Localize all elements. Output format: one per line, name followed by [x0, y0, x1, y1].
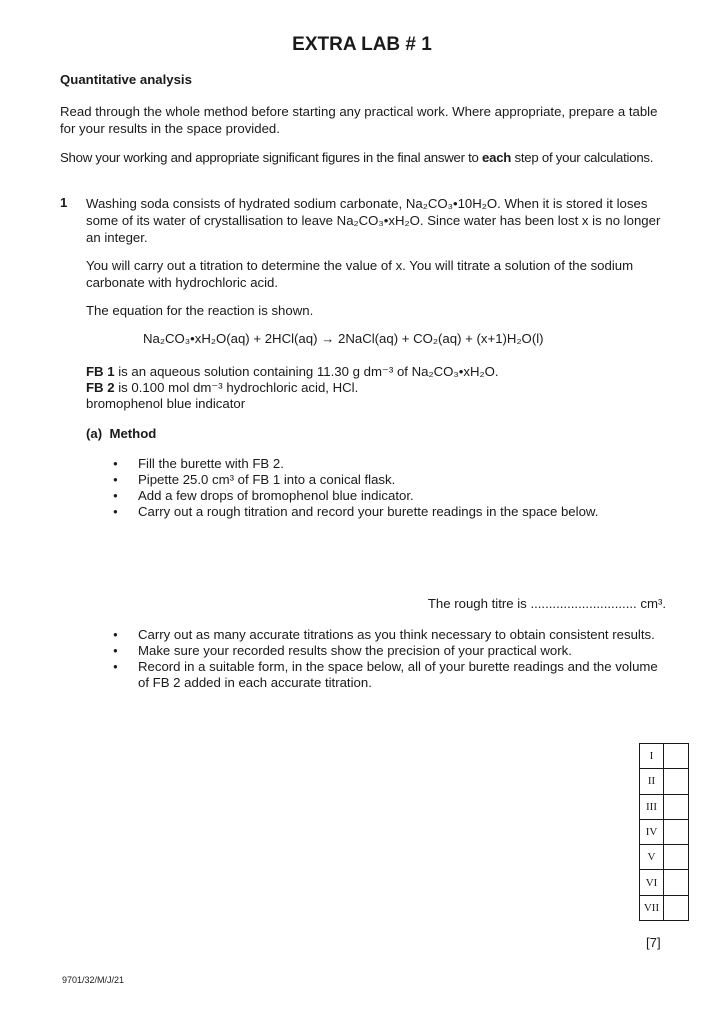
part-a-heading: (a) Method	[86, 426, 157, 441]
table-row	[640, 769, 689, 794]
mark-box	[664, 895, 689, 920]
method-bullets-2	[113, 627, 669, 691]
marks-table	[639, 743, 689, 921]
mark-label: I	[640, 744, 664, 769]
total-marks: [7]	[646, 935, 661, 950]
reagent-fb1: FB 1 is an aqueous solution containing 11.30 g dm⁻³ of Na₂CO₃•xH₂O.	[86, 364, 499, 379]
list-item: ● Make sure your recorded results show the precision of your practical work.	[113, 643, 669, 659]
mark-label: III	[640, 794, 664, 819]
list-item: ● Carry out a rough titration and record your burette readings in the space below.	[113, 504, 669, 520]
method-bullets-1	[113, 456, 669, 520]
mark-label: VII	[640, 895, 664, 920]
question-paragraph-1: Washing soda consists of hydrated sodium carbonate, Na₂CO₃•10H₂O. When it is stored it loses some of its water of crystallisation to leave Na₂CO₃•xH₂O. Since water has been lost x is no longer an integer.	[86, 196, 661, 245]
section-heading: Quantitative analysis	[60, 72, 192, 87]
reaction-equation: Na₂CO₃•xH₂O(aq) + 2HCl(aq) → 2NaCl(aq) + CO₂(aq) + (x+1)H₂O(l)	[143, 331, 544, 346]
question-paragraph-3: The equation for the reaction is shown.	[86, 303, 314, 318]
mark-label: II	[640, 769, 664, 794]
mark-box	[664, 769, 689, 794]
question-number: 1	[60, 195, 68, 210]
table-row	[640, 819, 689, 844]
mark-box	[664, 819, 689, 844]
list-item: ● Fill the burette with FB 2.	[113, 456, 669, 472]
table-row	[640, 794, 689, 819]
list-item: ● Record in a suitable form, in the space below, all of your burette readings and the volume of FB 2 added in each accurate titration.	[113, 659, 669, 691]
mark-label: IV	[640, 819, 664, 844]
intro-paragraph-1: Read through the whole method before starting any practical work. Where appropriate, prepare a table for your results in the space provided.	[60, 104, 658, 136]
mark-box	[664, 794, 689, 819]
page-title: EXTRA LAB # 1	[292, 34, 432, 55]
table-row	[640, 744, 689, 769]
reagent-fb2: FB 2 is 0.100 mol dm⁻³ hydrochloric acid, HCl.	[86, 380, 359, 395]
list-item: ● Carry out as many accurate titrations as you think necessary to obtain consistent results.	[113, 627, 669, 643]
table-row	[640, 845, 689, 870]
table-row	[640, 895, 689, 920]
mark-label: V	[640, 845, 664, 870]
list-item: ● Add a few drops of bromophenol blue indicator.	[113, 488, 669, 504]
mark-box	[664, 744, 689, 769]
rough-titre-line: The rough titre is ............................. cm³.	[427, 596, 666, 611]
mark-box	[664, 870, 689, 895]
paper-code: 9701/32/M/J/21	[62, 975, 125, 985]
reagents-list	[86, 364, 666, 412]
question-paragraph-2: You will carry out a titration to determine the value of x. You will titrate a solution of the sodium carbonate with hydrochloric acid.	[86, 258, 634, 290]
mark-box	[664, 845, 689, 870]
table-row	[640, 870, 689, 895]
reagent-indicator: bromophenol blue indicator	[86, 396, 246, 411]
intro-paragraph-2: Show your working and appropriate significant figures in the final answer to each step of your calculations.	[60, 150, 654, 165]
mark-label: VI	[640, 870, 664, 895]
list-item: ● Pipette 25.0 cm³ of FB 1 into a conical flask.	[113, 472, 669, 488]
